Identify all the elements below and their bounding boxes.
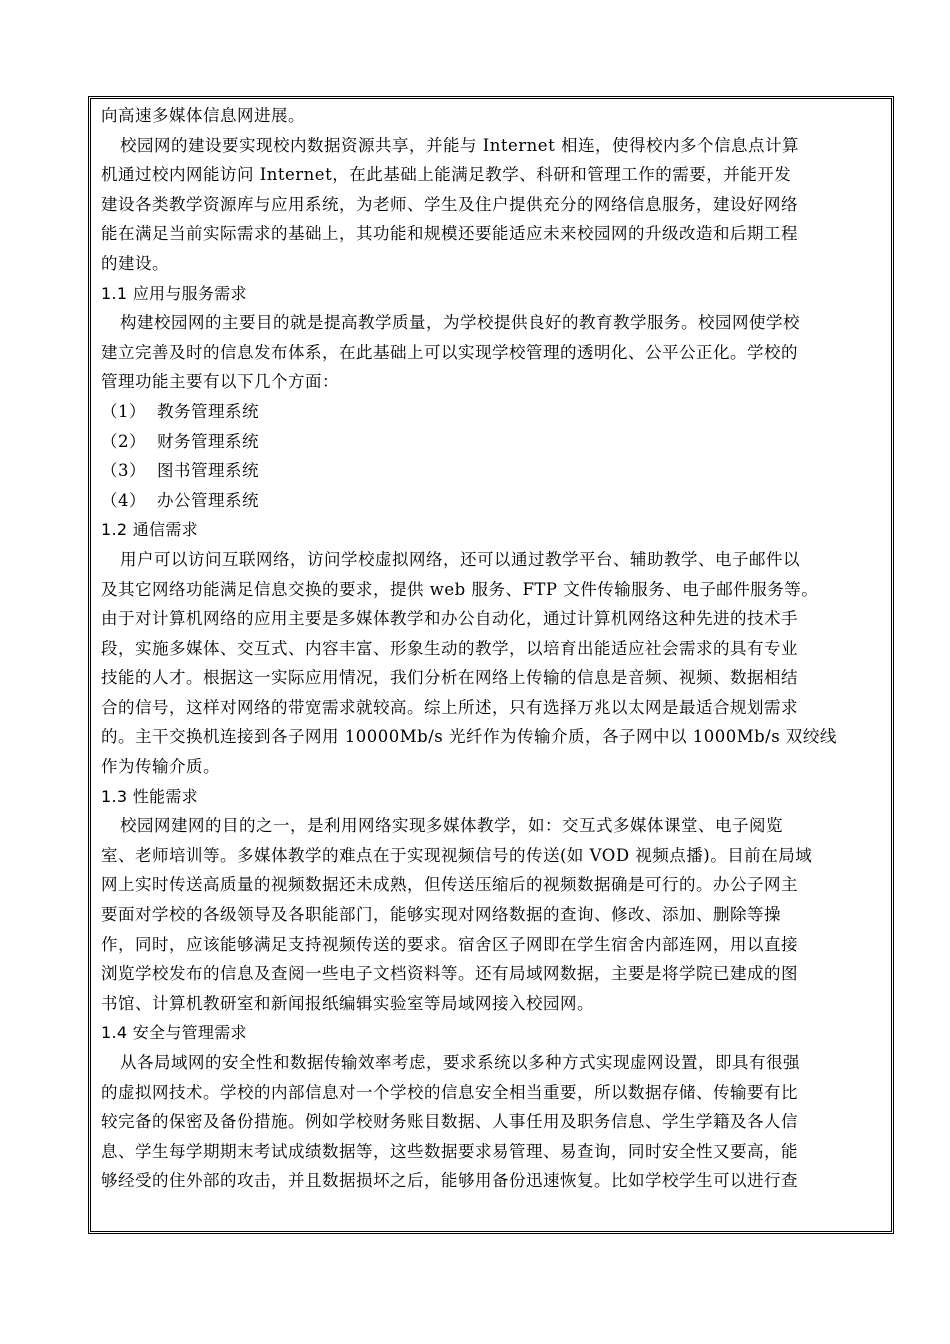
- list-item-label: 财务管理系统: [157, 431, 259, 451]
- text-line: 机通过校内网能访问 Internet，在此基础上能满足教学、科研和管理工作的需要，并能开发: [101, 165, 792, 185]
- text-line: 的。主干交换机连接到各子网用 10000Mb/s 光纤作为传输介质，各子网中以 1000Mb/s 双绞线: [101, 727, 837, 747]
- text-line: 建立完善及时的信息发布体系，在此基础上可以实现学校管理的透明化、公平公正化。学校的: [101, 342, 798, 362]
- text-line: 及其它网络功能满足信息交换的要求，提供 web 服务、FTP 文件传输服务、电子邮件服务等。: [101, 579, 819, 599]
- text-line: 建设各类教学资源库与应用系统，为老师、学生及住户提供充分的网络信息服务，建设好网络: [101, 194, 798, 214]
- list-item-label: 教务管理系统: [157, 401, 259, 421]
- text-line: 室、老师培训等。多媒体教学的难点在于实现视频信号的传送(如 VOD 视频点播)。目前在局域: [101, 845, 813, 865]
- section-heading: 1.3 性能需求: [101, 786, 198, 806]
- text-line: 要面对学校的各级领导及各职能部门，能够实现对网络数据的查询、修改、添加、删除等操: [101, 905, 781, 925]
- document-frame: [90, 98, 892, 1232]
- list-item: [101, 397, 891, 427]
- list-item-number: （3）: [101, 461, 146, 481]
- paragraph-first-line: 校园网建网的目的之一，是利用网络实现多媒体教学，如：交互式多媒体课堂、电子阅览: [120, 816, 783, 836]
- text-line: 息、学生每学期期末考试成绩数据等，这些数据要求易管理、易查询，同时安全性又要高，能: [101, 1141, 798, 1161]
- text-line: 段，实施多媒体、交互式、内容丰富、形象生动的教学，以培育出能适应社会需求的具有专业: [101, 638, 798, 658]
- text-line: 浏览学校发布的信息及查阅一些电子文档资料等。还有局域网数据，主要是将学院已建成的图: [101, 964, 798, 984]
- text-line: 网上实时传送高质量的视频数据还未成熟，但传送压缩后的视频数据确是可行的。办公子网主: [101, 875, 798, 895]
- paragraph-first-line: 用户可以访问互联网络，访问学校虚拟网络，还可以通过教学平台、辅助教学、电子邮件以: [120, 549, 800, 569]
- text-line: 合的信号，这样对网络的带宽需求就较高。综上所述，只有选择万兆以太网是最适合规划需求: [101, 697, 798, 717]
- text-line: 够经受的住外部的攻击，并且数据损坏之后，能够用备份迅速恢复。比如学校学生可以进行查: [101, 1171, 798, 1191]
- text-line: 管理功能主要有以下几个方面：: [101, 372, 339, 392]
- text-line: 向高速多媒体信息网进展。: [101, 106, 305, 125]
- list-item: [101, 486, 891, 516]
- text-line: 作，同时，应该能够满足支持视频传送的要求。宿舍区子网即在学生宿舍内部连网，用以直接: [101, 934, 798, 954]
- list-item-number: （2）: [101, 431, 146, 451]
- text-line: 技能的人才。根据这一实际应用情况，我们分析在网络上传输的信息是音频、视频、数据相结: [101, 668, 798, 688]
- list-item: [101, 456, 891, 486]
- document-body: [101, 101, 891, 1196]
- text-line: 的建设。: [101, 253, 169, 273]
- section-heading: 1.1 应用与服务需求: [101, 283, 247, 303]
- list-item-number: （1）: [101, 401, 146, 421]
- list-item: [101, 427, 891, 457]
- list-item-label: 图书管理系统: [157, 461, 259, 481]
- text-line: 能在满足当前实际需求的基础上，其功能和规模还要能适应未来校园网的升级改造和后期工程: [101, 224, 798, 244]
- paragraph-first-line: 从各局域网的安全性和数据传输效率考虑，要求系统以多种方式实现虚网设置，即具有很强: [120, 1053, 800, 1072]
- text-line: 由于对计算机网络的应用主要是多媒体教学和办公自动化，通过计算机网络这种先进的技术手: [101, 609, 798, 629]
- text-line: 作为传输介质。: [101, 757, 220, 777]
- list-item-number: （4）: [101, 490, 146, 510]
- text-line: 的虚拟网技术。学校的内部信息对一个学校的信息安全相当重要，所以数据存储、传输要有比: [101, 1082, 798, 1102]
- paragraph-first-line: 校园网的建设要实现校内数据资源共享，并能与 Internet 相连，使得校内多个信息点计算: [120, 135, 799, 155]
- text-line: 书馆、计算机教研室和新闻报纸编辑实验室等局域网接入校园网。: [101, 993, 594, 1013]
- section-heading: 1.2 通信需求: [101, 520, 198, 540]
- list-item-label: 办公管理系统: [157, 490, 259, 510]
- text-line: 较完备的保密及备份措施。例如学校财务账目数据、人事任用及职务信息、学生学籍及各人信: [101, 1112, 798, 1132]
- paragraph-first-line: 构建校园网的主要目的就是提高教学质量，为学校提供良好的教育教学服务。校园网使学校: [120, 313, 800, 333]
- section-heading: 1.4 安全与管理需求: [101, 1023, 247, 1043]
